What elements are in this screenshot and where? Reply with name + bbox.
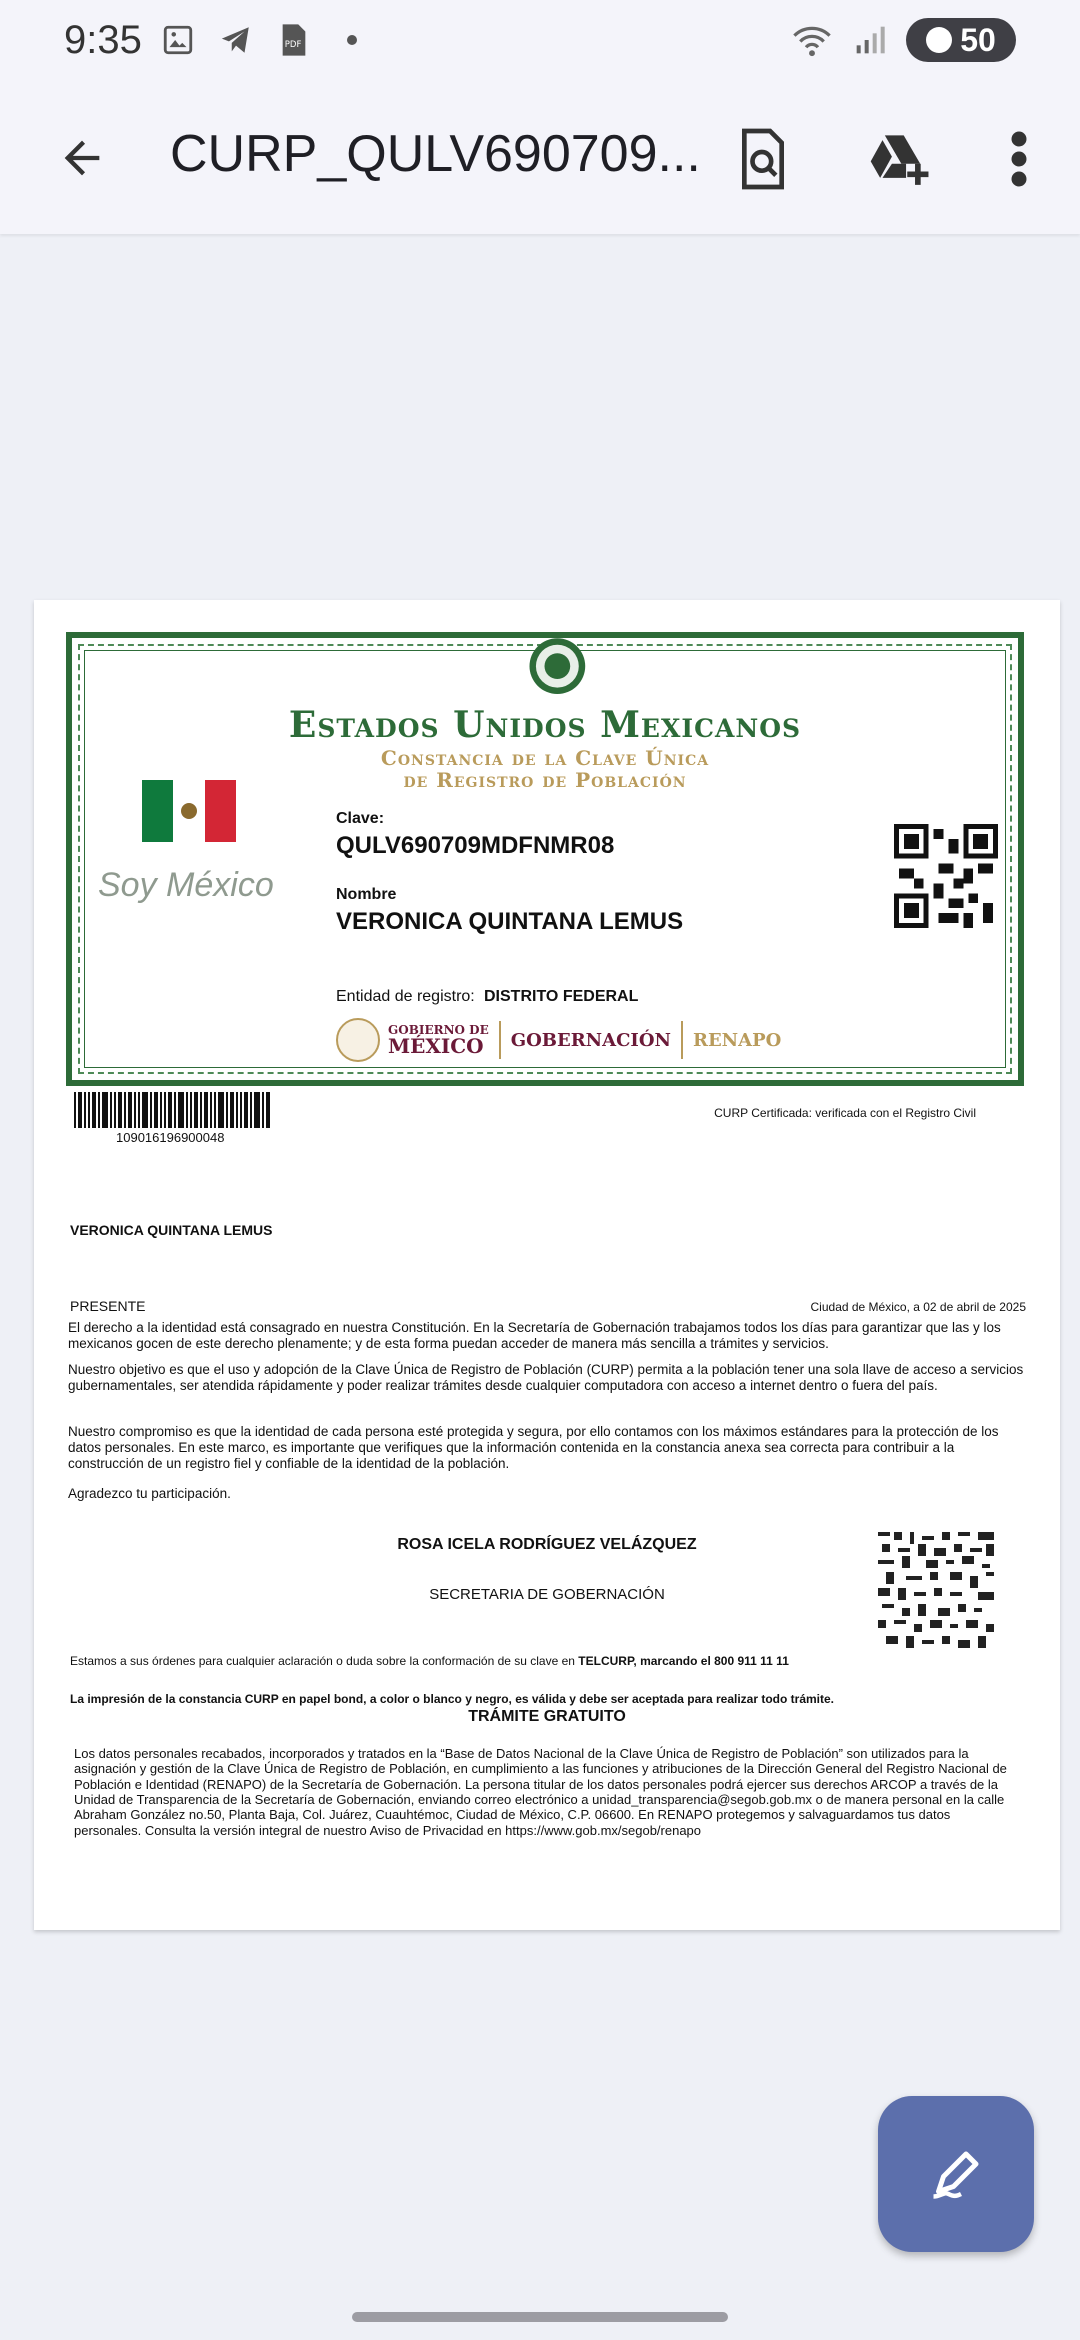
search-document-button[interactable] bbox=[728, 124, 798, 194]
letter-date: Ciudad de México, a 02 de abril de 2025 bbox=[810, 1300, 1026, 1314]
telegram-icon bbox=[218, 22, 254, 58]
entidad-value: DISTRITO FEDERAL bbox=[484, 988, 639, 1005]
system-icons bbox=[790, 18, 1016, 62]
presente-label: PRESENTE bbox=[70, 1298, 146, 1314]
gobernacion-logo: GOBERNACIÓN bbox=[510, 1029, 671, 1051]
back-button[interactable] bbox=[50, 126, 114, 190]
recipient-name: VERONICA QUINTANA LEMUS bbox=[70, 1222, 273, 1238]
gobierno-de-mexico-logo bbox=[336, 1018, 489, 1062]
renapo-logo: RENAPO bbox=[692, 1029, 782, 1051]
curp-certified-note: CURP Certificada: verificada con el Registro Civil bbox=[714, 1106, 976, 1120]
more-notifications-dot-icon bbox=[334, 22, 370, 58]
gobierno-seal-icon bbox=[336, 1018, 380, 1062]
notification-icons bbox=[160, 22, 370, 58]
wifi-icon bbox=[790, 22, 834, 58]
nombre-value: VERONICA QUINTANA LEMUS bbox=[336, 908, 684, 935]
document-title: CURP_QULV690709... bbox=[170, 125, 701, 183]
mexico-label: MÉXICO bbox=[388, 1034, 484, 1058]
certificate-title: Estados Unidos Mexicanos bbox=[288, 704, 802, 746]
signature-qr-code-icon bbox=[878, 1532, 994, 1648]
drive-add-icon bbox=[866, 129, 932, 189]
status-bar bbox=[0, 0, 1080, 84]
contact-note bbox=[70, 1654, 789, 1668]
barcode-icon bbox=[74, 1092, 270, 1128]
app-bar bbox=[0, 84, 1080, 234]
add-to-drive-button[interactable] bbox=[864, 124, 934, 194]
status-time: 9:35 bbox=[64, 18, 142, 62]
mexico-flag-icon bbox=[142, 780, 236, 842]
entidad-label: Entidad de registro: bbox=[336, 988, 475, 1005]
battery-indicator bbox=[906, 18, 1016, 62]
clave-value: QULV690709MDFNMR08 bbox=[336, 832, 615, 859]
letter-paragraph-1: El derecho a la identidad está consagrado en nuestra Constitución. En la Secretaría de Gobernación trabajamos todos los días para garantizar que las y los mexicanos gocen de este derecho plenamente; y de esta forma puedan acceder de manera más sencilla a trámites y servicios. bbox=[68, 1320, 1001, 1352]
more-vert-icon bbox=[1009, 129, 1029, 189]
government-logos bbox=[336, 1018, 781, 1062]
letter-paragraph-3: Nuestro compromiso es que la identidad de cada persona esté protegida y segura, por ello contamos con los máximos estándares para la protección de los datos personales. En este marco, es importante que verifiques que la información contenida en la constancia anexa sea correcta para contribuir a la construcción de un registro fiel y confiable de la identidad de la población. bbox=[68, 1424, 999, 1472]
signer-role: SECRETARIA DE GOBERNACIÓN bbox=[429, 1586, 665, 1603]
more-options-button[interactable] bbox=[984, 124, 1054, 194]
qr-code-icon bbox=[894, 824, 998, 928]
soy-mexico-label: Soy México bbox=[98, 866, 274, 904]
logo-separator bbox=[681, 1021, 683, 1059]
battery-saver-icon bbox=[926, 27, 952, 53]
privacy-notice: Los datos personales recabados, incorporados y tratados en la “Base de Datos Nacional de la Clave Única de Registro de Población” son utilizados para la asignación y gestión de la Clave Única de Registro de Población, en cumplimiento a las funciones y atribuciones de la Dirección General del Registro Nacional de Población e Identidad (RENAPO) de la Secretaría de Gobernación. La persona titular de los datos personales podrá ejercer sus derechos ARCOP a través de la Unidad de Transparencia de la Secretaría de Gobernación, enviando correo electrónico a unidad_transparencia@segob.gob.mx o de manera personal en la calle Abraham González no.50, Planta Baja, Col. Juárez, Cuauhtémoc, Ciudad de México, C.P. 06600. En RENAPO protegemos y salvaguardamos tus datos personales. Consulta la versión integral de nuestro Aviso de Privacidad en https://www.gob.mx/segob/renapo bbox=[74, 1746, 1007, 1838]
image-notification-icon bbox=[160, 22, 196, 58]
curp-certificate bbox=[66, 632, 1024, 1086]
contact-prefix: Estamos a sus órdenes para cualquier aclaración o duda sobre la conformación de su clave en bbox=[70, 1654, 579, 1668]
barcode-number: 109016196900048 bbox=[116, 1130, 225, 1145]
edit-pen-icon bbox=[926, 2144, 986, 2204]
pdf-notification-icon bbox=[276, 22, 312, 58]
logo-separator bbox=[499, 1021, 501, 1059]
certificate-subtitle-2: de Registro de Población bbox=[403, 768, 687, 792]
telcurp-number: TELCURP, marcando el 800 911 11 11 bbox=[578, 1654, 789, 1668]
clave-label: Clave: bbox=[336, 810, 385, 827]
nombre-label: Nombre bbox=[336, 886, 397, 903]
document-search-icon bbox=[735, 128, 791, 190]
certificate-subtitle-1: Constancia de la Clave Única bbox=[380, 746, 710, 770]
home-indicator[interactable] bbox=[352, 2312, 728, 2322]
svg-text:PDF: PDF bbox=[284, 40, 302, 51]
edit-fab-button[interactable] bbox=[878, 2096, 1034, 2252]
letter-thanks: Agradezco tu participación. bbox=[68, 1486, 231, 1501]
tramite-gratuito-label: TRÁMITE GRATUITO bbox=[468, 1708, 626, 1725]
print-validity-note: La impresión de la constancia CURP en papel bond, a color o blanco y negro, es válida y debe ser aceptada para realizar todo trámite. bbox=[70, 1692, 835, 1706]
arrow-left-icon bbox=[56, 132, 108, 184]
gobierno-de-label: GOBIERNO DE bbox=[388, 1023, 489, 1037]
battery-level: 50 bbox=[960, 21, 996, 58]
signer-name: ROSA ICELA RODRÍGUEZ VELÁZQUEZ bbox=[397, 1536, 697, 1553]
letter-paragraph-2: Nuestro objetivo es que el uso y adopción de la Clave Única de Registro de Población (CURP) permita a la población tener una sola llave de acceso a servicios gubernamentales, ser atendida rápidamente y poder realizar trámites desde cualquier computadora con acceso a internet dentro o fuera del país. bbox=[68, 1362, 1024, 1394]
pdf-page[interactable] bbox=[34, 600, 1060, 1930]
signal-icon bbox=[852, 22, 888, 58]
national-seal-icon bbox=[512, 634, 592, 694]
